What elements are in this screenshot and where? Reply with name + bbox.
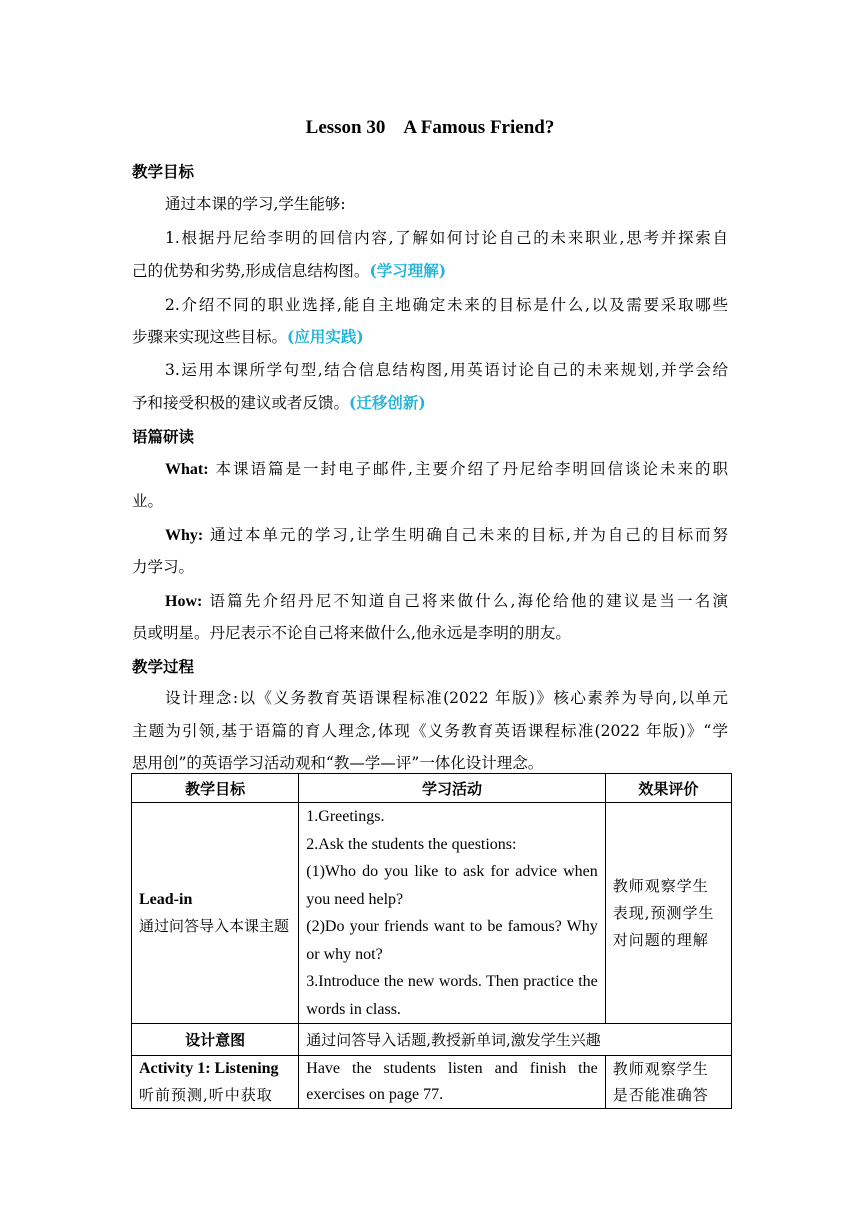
header-evaluation: 效果评价 [605, 774, 731, 803]
objective-2-line-1: 2.介绍不同的职业选择,能自主地确定未来的目标是什么,以及需要采取哪些 [165, 296, 728, 314]
activity1-objective-cell [132, 1056, 299, 1109]
header-objective: 教学目标 [132, 774, 299, 803]
process-line-3: 思用创”的英语学习活动观和“教—学—评”一体化设计理念。 [132, 754, 544, 772]
objective-1-tag: (学习理解) [369, 261, 447, 280]
leadin-objective-cell [132, 803, 299, 1024]
leadin-activity-4: (2)Do your friends want to be famous? Why or why not? [306, 918, 598, 963]
how-line-1 [165, 589, 728, 611]
what-text: 本课语篇是一封电子邮件,主要介绍了丹尼给李明回信谈论未来的职 [208, 460, 728, 478]
objective-2-tag: (应用实践) [287, 327, 364, 346]
objective-1-text: 己的优势和劣势,形成信息结构图。 [132, 262, 370, 280]
process-line-2: 主题为引领,基于语篇的育人理念,体现《义务教育英语课程标准(2022 年版)》“学 [132, 722, 728, 740]
table-row [132, 803, 732, 1024]
header-activity: 学习活动 [299, 774, 605, 803]
objectives-heading: 教学目标 [132, 162, 195, 181]
why-line-2: 力学习。 [132, 558, 195, 576]
activity1-eval-cell: 教师观察学生是否能准确答 [605, 1056, 731, 1109]
analysis-heading: 语篇研读 [132, 427, 195, 446]
lesson-name: A Famous Friend? [403, 117, 555, 138]
process-heading: 教学过程 [132, 657, 195, 676]
leadin-activity-1: 1.Greetings. [306, 808, 385, 825]
process-line-1: 设计理念:以《义务教育英语课程标准(2022 年版)》核心素养为导向,以单元 [165, 689, 728, 707]
lesson-number: Lesson 30 [305, 117, 386, 138]
how-text: 语篇先介绍丹尼不知道自己将来做什么,海伦给他的建议是当一名演 [202, 592, 728, 610]
how-label: How: [165, 593, 203, 610]
leadin-title: Lead-in [139, 891, 193, 908]
why-label: Why: [165, 527, 204, 544]
intent-text: 通过问答导入话题,教授新单词,激发学生兴趣 [299, 1024, 732, 1056]
leadin-activity-cell [299, 803, 605, 1024]
what-line-2: 业。 [132, 492, 164, 510]
objective-3-text: 予和接受积极的建议或者反馈。 [132, 394, 350, 412]
objective-3-tag: (迁移创新) [349, 393, 426, 412]
objective-1-line-2 [132, 259, 446, 281]
objective-1-line-1: 1.根据丹尼给李明的回信内容,了解如何讨论自己的未来职业,思考并探索自 [165, 229, 728, 247]
table-row [132, 1024, 732, 1056]
activity1-activity-cell [299, 1056, 605, 1109]
table-header-row [132, 774, 732, 803]
leadin-desc: 通过问答导入本课主题 [139, 917, 290, 935]
leadin-activity-3: (1)Who do you like to ask for advice when you need help? [306, 863, 598, 908]
how-line-2: 员或明星。丹尼表示不论自己将来做什么,他永远是李明的朋友。 [132, 624, 571, 642]
leadin-eval-cell: 教师观察学生表现,预测学生对问题的理解 [605, 803, 731, 1024]
objective-3-line-2 [132, 391, 426, 413]
objective-2-text: 步骤来实现这些目标。 [132, 328, 288, 346]
teaching-table [131, 773, 732, 1109]
leadin-activity-5: 3.Introduce the new words. Then practice the words in class. [306, 973, 598, 1018]
objectives-intro: 通过本课的学习,学生能够: [165, 195, 346, 213]
objective-3-line-1: 3.运用本课所学句型,结合信息结构图,用英语讨论自己的未来规划,并学会给 [165, 361, 728, 379]
intent-label: 设计意图 [132, 1024, 299, 1056]
why-line-1 [165, 523, 728, 545]
why-text: 通过本单元的学习,让学生明确自己未来的目标,并为自己的目标而努 [203, 526, 728, 544]
activity1-desc: 听前预测,听中获取 [139, 1086, 273, 1104]
objective-2-line-2 [132, 325, 364, 347]
what-label: What: [165, 461, 209, 478]
activity1-title: Activity 1: Listening [139, 1060, 279, 1077]
activity1-activity: Have the students listen and finish the exercises on page 77. [306, 1060, 598, 1103]
lesson-title [0, 117, 860, 139]
leadin-activity-2: 2.Ask the students the questions: [306, 835, 517, 853]
table-row [132, 1056, 732, 1109]
what-line-1 [165, 457, 728, 479]
